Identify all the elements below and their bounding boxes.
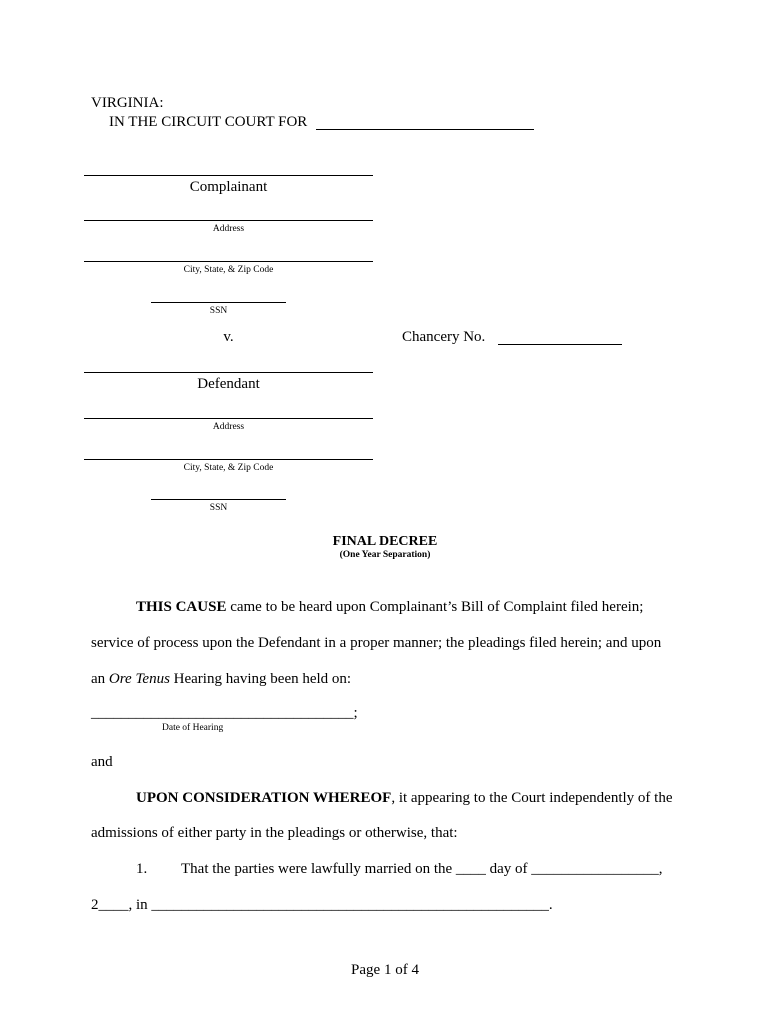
ore-tenus-italic: Ore Tenus xyxy=(108,671,170,687)
defendant-address-blank[interactable] xyxy=(84,418,373,419)
state-heading: VIRGINIA: xyxy=(91,95,164,111)
date-of-hearing-label: Date of Hearing xyxy=(162,723,224,733)
chancery-label: Chancery No. xyxy=(402,329,486,345)
upon-consideration-bold: UPON CONSIDERATION WHEREOF xyxy=(136,790,392,806)
court-heading: IN THE CIRCUIT COURT FOR xyxy=(109,114,308,130)
defendant-city-blank[interactable] xyxy=(84,459,373,460)
chancery-number-blank[interactable] xyxy=(498,344,622,345)
document-title: FINAL DECREE xyxy=(332,534,438,549)
complainant-ssn-label: SSN xyxy=(209,306,228,316)
paragraph-4-text: , it appearing to the Court independently of the xyxy=(391,790,673,806)
paragraph-3 xyxy=(91,670,351,688)
paragraph-5: admissions of either party in the pleadings or otherwise, that: xyxy=(91,825,458,841)
versus-label: v. xyxy=(223,329,234,345)
item-1-number: 1. xyxy=(136,861,148,877)
complainant-ssn-blank[interactable] xyxy=(151,302,286,303)
paragraph-3-pre: an xyxy=(91,671,109,687)
paragraph-3-post: Hearing having been held on: xyxy=(169,671,352,687)
defendant-ssn-blank[interactable] xyxy=(151,499,286,500)
complainant-name-blank[interactable] xyxy=(84,175,373,176)
court-name-blank[interactable] xyxy=(316,129,534,130)
defendant-label: Defendant xyxy=(197,376,260,392)
defendant-city-label: City, State, & Zip Code xyxy=(183,463,274,473)
paragraph-4 xyxy=(136,789,673,807)
item-1-text: That the parties were lawfully married on the ____ day of _________________, xyxy=(181,861,663,877)
this-cause-bold: THIS CAUSE xyxy=(136,599,227,615)
paragraph-1 xyxy=(136,598,643,616)
complainant-address-label: Address xyxy=(212,224,245,234)
complainant-address-blank[interactable] xyxy=(84,220,373,221)
complainant-city-blank[interactable] xyxy=(84,261,373,262)
complainant-label: Complainant xyxy=(189,179,268,195)
paragraph-2: service of process upon the Defendant in a proper manner; the pleadings filed herein; and upon xyxy=(91,635,662,651)
page-number: Page 1 of 4 xyxy=(351,962,419,978)
defendant-name-blank[interactable] xyxy=(84,372,373,373)
hearing-date-blank[interactable]: ___________________________________; xyxy=(91,705,358,721)
defendant-address-label: Address xyxy=(212,422,245,432)
complainant-city-label: City, State, & Zip Code xyxy=(183,265,274,275)
defendant-ssn-label: SSN xyxy=(209,503,228,513)
item-1-continuation: 2____, in _____________________________________________________. xyxy=(91,897,553,913)
document-subtitle: (One Year Separation) xyxy=(339,550,431,560)
and-text: and xyxy=(91,754,113,770)
paragraph-1-text: came to be heard upon Complainant’s Bill of Complaint filed herein; xyxy=(226,599,644,615)
